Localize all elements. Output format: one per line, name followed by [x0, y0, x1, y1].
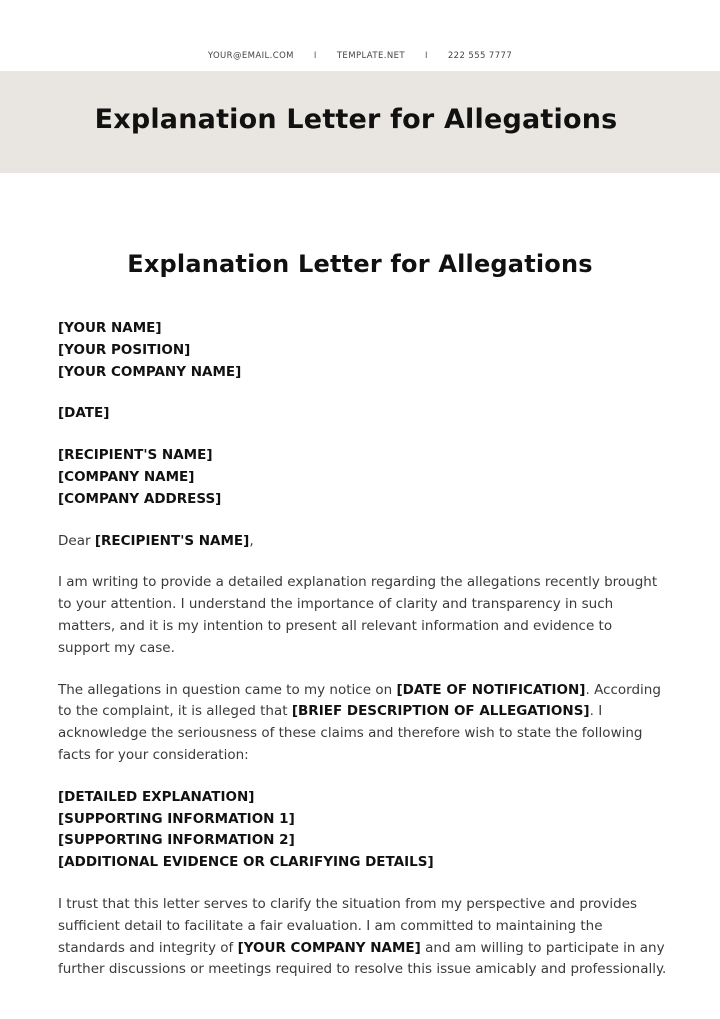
salutation-prefix: Dear	[58, 532, 95, 549]
sender-company: [YOUR COMPANY NAME]	[58, 363, 242, 380]
sender-position: [YOUR POSITION]	[58, 341, 191, 358]
salutation-name: [RECIPIENT'S NAME]	[94, 532, 250, 549]
contact-separator: I	[424, 51, 428, 61]
contact-bar	[0, 49, 720, 63]
contact-email: YOUR@EMAIL.COM	[207, 51, 294, 61]
recipient-name: [RECIPIENT'S NAME]	[58, 447, 213, 464]
paragraph-3	[58, 894, 668, 981]
detail-item: [SUPPORTING INFORMATION 2]	[58, 832, 295, 849]
company-name-placeholder: [YOUR COMPANY NAME]	[237, 939, 421, 956]
detail-item: [DETAILED EXPLANATION]	[58, 788, 255, 805]
sender-block	[58, 318, 668, 383]
contact-separator: I	[313, 51, 317, 61]
paragraph-3-text-2: and am willing to participate in any further discussions or meetings required to resolve this issue amicably and professionally.	[58, 939, 667, 978]
sender-name: [YOUR NAME]	[58, 320, 162, 336]
date-block	[58, 403, 668, 425]
paragraph-2-text-1: The allegations in question came to my notice on	[58, 681, 397, 698]
paragraph-3-text-1: I trust that this letter serves to clarify the situation from my perspective and provides sufficient detail to facilitate a fair evaluation. I am committed to maintaining the standards and integrity of	[58, 895, 638, 956]
recipient-company: [COMPANY NAME]	[58, 468, 195, 485]
paragraph-2-text-3: . I acknowledge the seriousness of these claims and therefore wish to state the following facts for your consideration:	[58, 703, 643, 763]
paragraph-1: I am writing to provide a detailed explanation regarding the allegations recently brought to your attention. I understand the importance of clarity and transparency in such matters, and it is my intention to present all relevant information and evidence to support my case.	[58, 574, 658, 656]
salutation	[58, 531, 668, 553]
notification-date-placeholder: [DATE OF NOTIFICATION]	[396, 681, 586, 698]
document-title: Explanation Letter for Allegations	[127, 250, 593, 278]
paragraph-2-text-2: . According to the complaint, it is alleged that	[58, 681, 661, 720]
allegations-description-placeholder: [BRIEF DESCRIPTION OF ALLEGATIONS]	[291, 703, 590, 720]
detail-item: [ADDITIONAL EVIDENCE OR CLARIFYING DETAILS]	[58, 854, 434, 871]
paragraph-2	[58, 680, 668, 767]
recipient-address: [COMPANY ADDRESS]	[58, 490, 222, 507]
details-block	[58, 787, 668, 874]
letter-body	[58, 318, 668, 1001]
contact-phone: 222 555 7777	[447, 51, 513, 61]
banner-title: Explanation Letter for Allegations	[94, 104, 618, 135]
contact-website: TEMPLATE.NET	[336, 51, 405, 61]
salutation-suffix: ,	[249, 532, 254, 549]
recipient-block	[58, 445, 668, 510]
detail-item: [SUPPORTING INFORMATION 1]	[58, 810, 295, 827]
letter-date: [DATE]	[58, 405, 110, 422]
